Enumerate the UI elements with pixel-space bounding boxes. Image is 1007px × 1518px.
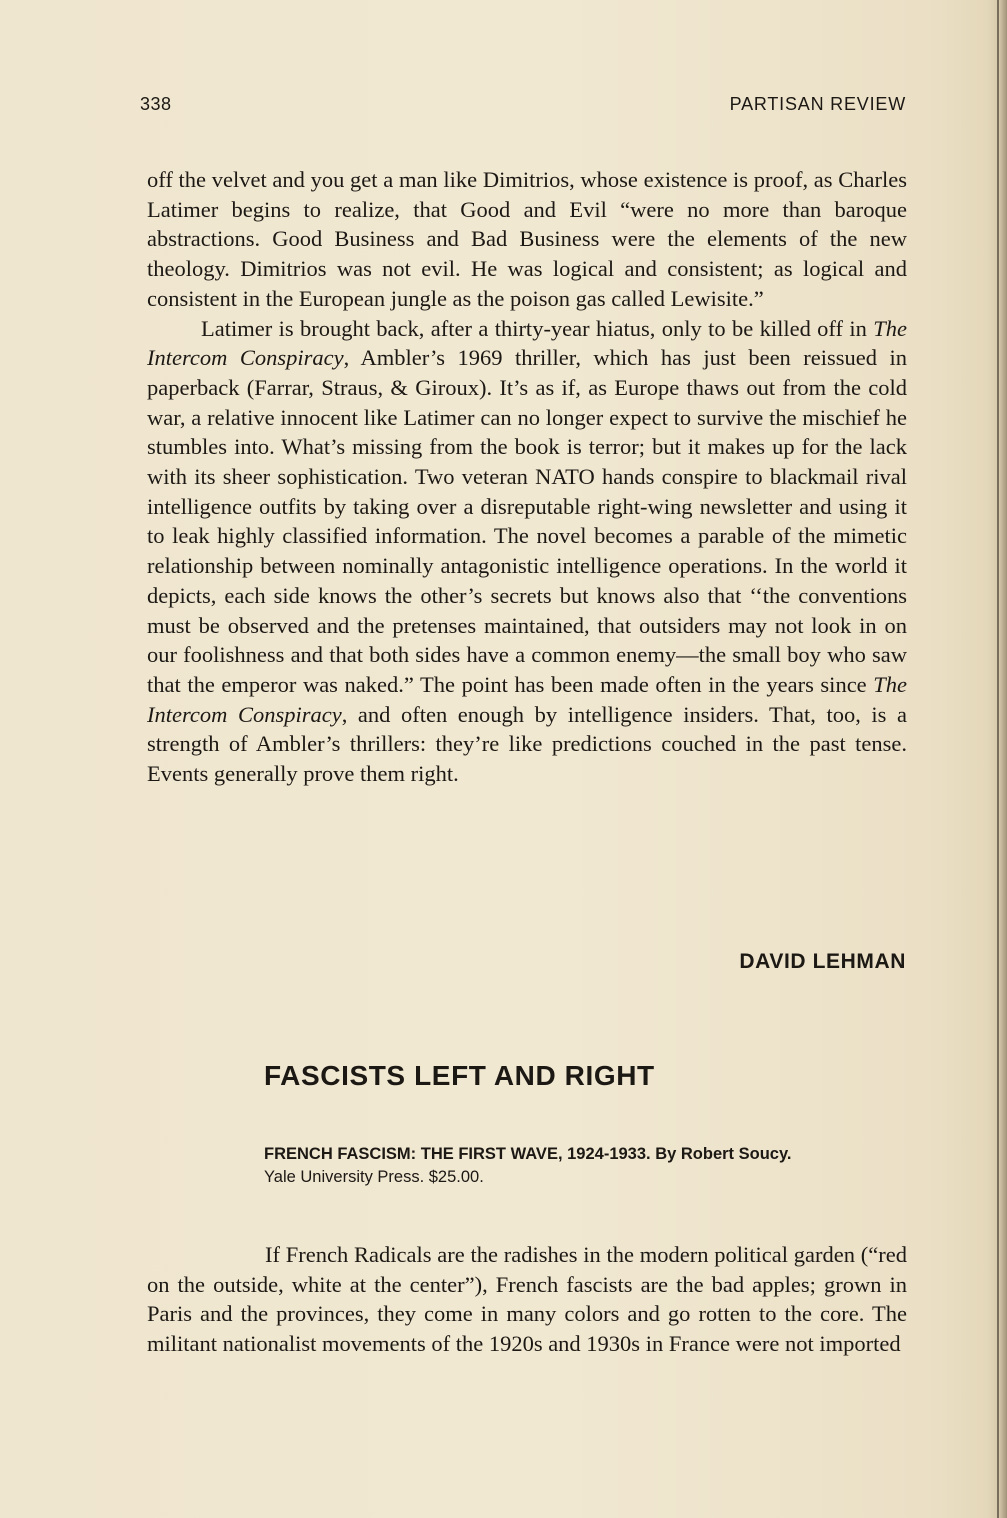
italic-book-title: The Intercom Conspiracy [147, 315, 907, 371]
reviewed-book-publisher: Yale University Press. $25.00. [264, 1168, 484, 1186]
section-title: FASCISTS LEFT AND RIGHT [264, 1060, 655, 1091]
paragraph-text: Latimer is brought back, after a thirty-year hiatus, only to be killed off in [201, 315, 874, 341]
paragraph-text: , and often enough by intelligence insiders. That, too, is a strength of Ambler’s thrillers: they’re like predictions couched in the past tense. Events generally prove them right. [147, 701, 907, 787]
review-one-body [147, 165, 907, 789]
italic-book-title: The Intercom Conspiracy [147, 671, 907, 727]
running-header-journal-title: PARTISAN REVIEW [729, 94, 906, 114]
review-one-paragraph-2 [147, 314, 907, 789]
reviewed-book-title: FRENCH FASCISM: THE FIRST WAVE, 1924-1933. By Robert Soucy. [264, 1145, 792, 1163]
page-edge-line [997, 0, 999, 1518]
review-two-body [147, 1240, 907, 1359]
paragraph-text: , Ambler’s 1969 thriller, which has just been reissued in paperback (Farrar, Straus, & Giroux). It’s as if, as Europe thaws out from the cold war, a relative innocent like Latimer can no longer expect to survive the mischief he stumbles into. What’s missing from the book is terror; but it makes up for the lack with its sheer sophistication. Two veteran NATO hands conspire to blackmail rival intelligence outfits by taking over a disreputable right-wing newsletter and using it to leak highly classified information. The novel becomes a parable of the mimetic relationship between nominally antagonistic intelligence operations. In the world it depicts, each side knows the other’s secrets but knows also that ‘‘the conventions must be observed and the pretenses maintained, that outsiders may not look in on our foolishness and that both sides have a common enemy—the small boy who saw that the emperor was naked.” The point has been made often in the years since [147, 345, 907, 697]
page-number: 338 [140, 94, 172, 114]
review-two-paragraph-1: If French Radicals are the radishes in the modern political garden (“red on the outside, white at the center”), French fascists are the bad apples; grown in Paris and the provinces, they come in many colors and go rotten to the core. The militant nationalist movements of the 1920s and 1930s in France were not imported [147, 1242, 907, 1357]
review-author-signature: DAVID LEHMAN [739, 950, 906, 973]
review-one-paragraph-1: off the velvet and you get a man like Dimitrios, whose existence is proof, as Charles Latimer begins to realize, that Good and Evil “were no more than baroque abstractions. Good Business and Bad Business were the elements of the new theology. Dimitrios was not evil. He was logical and consistent; as logical and consistent in the European jungle as the poison gas called Lewisite.” [147, 167, 907, 311]
